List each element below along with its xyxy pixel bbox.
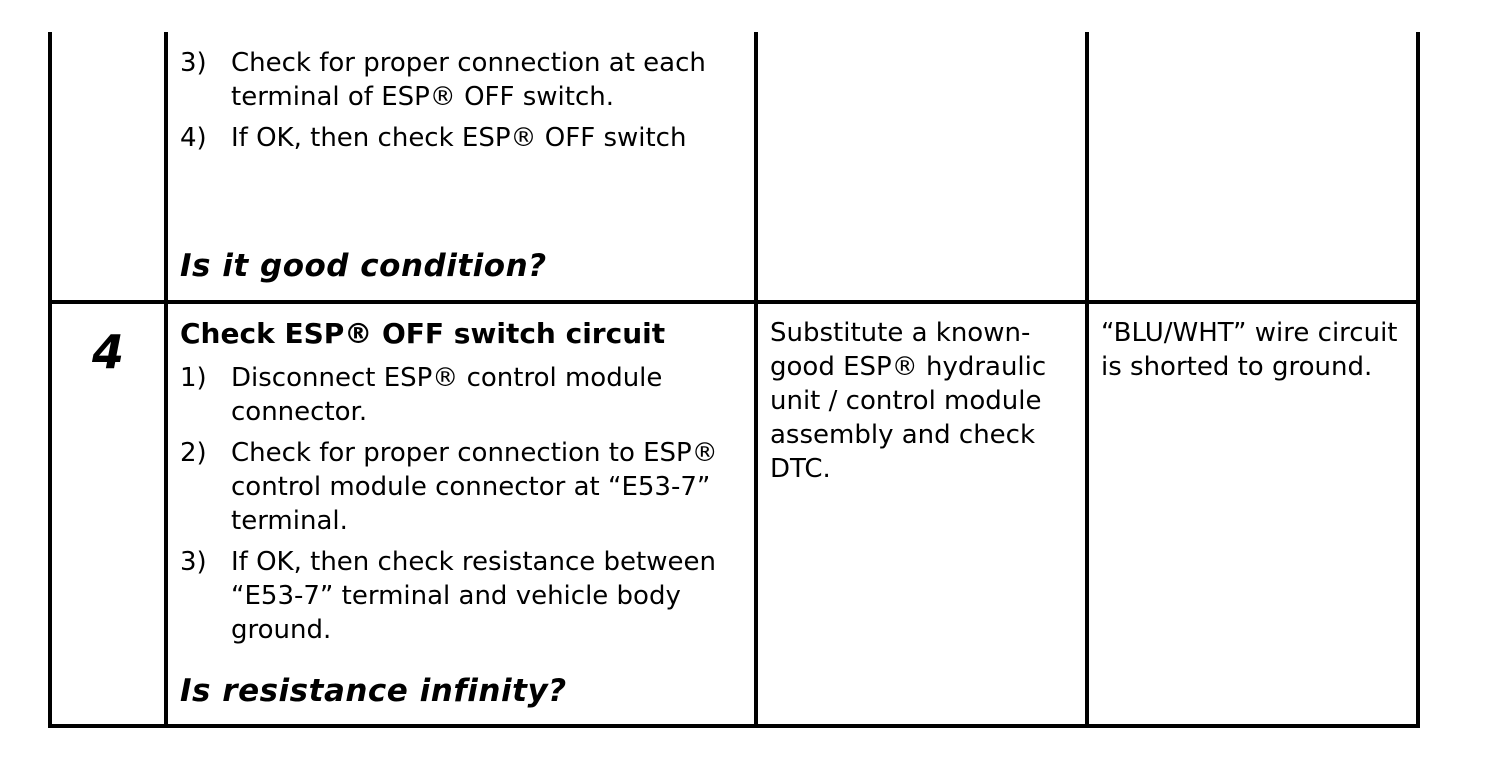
step-item <box>180 46 750 114</box>
row-4-question: Is resistance infinity? <box>180 673 567 709</box>
step-item-number: 1) <box>180 363 207 393</box>
step-item <box>180 545 750 647</box>
step-item-text: If OK, then check ESP® OFF switch <box>231 123 687 153</box>
step-item-number: 3) <box>180 547 207 577</box>
step-item-text: Check for proper connection to ESP® control module connector at “E53-7” terminal. <box>231 438 718 536</box>
table-border-bottom <box>48 724 1420 728</box>
step-item-number: 3) <box>180 48 207 78</box>
no-action-cell: “BLU/WHT” wire circuit is shorted to ground. <box>1101 318 1398 382</box>
step-item-text: Check for proper connection at each terminal of ESP® OFF switch. <box>231 48 706 112</box>
table-border-left <box>48 32 52 728</box>
step-heading: Check ESP® OFF switch circuit <box>180 317 666 350</box>
step-item <box>180 361 750 429</box>
row-4-step-cell <box>180 317 750 654</box>
step-item-text: If OK, then check resistance between “E53-7” terminal and vehicle body ground. <box>231 547 716 645</box>
row-continued-question: Is it good condition? <box>180 248 547 284</box>
step-item-number: 4) <box>180 123 207 153</box>
row-continued-step-cell <box>180 46 750 162</box>
step-item-text: Disconnect ESP® control module connector. <box>231 363 663 427</box>
table-border-right <box>1416 32 1420 728</box>
step-number: 4 <box>91 325 124 379</box>
step-item-number: 2) <box>180 438 207 468</box>
step-item <box>180 121 750 155</box>
column-divider-3 <box>1085 32 1089 728</box>
diagnostic-table <box>48 32 1420 728</box>
row-divider <box>48 300 1420 304</box>
column-divider-1 <box>164 32 168 728</box>
step-item <box>180 436 750 538</box>
yes-action-cell: Substitute a known-good ESP® hydraulic unit / control module assembly and check DTC. <box>770 318 1047 484</box>
column-divider-2 <box>754 32 758 728</box>
